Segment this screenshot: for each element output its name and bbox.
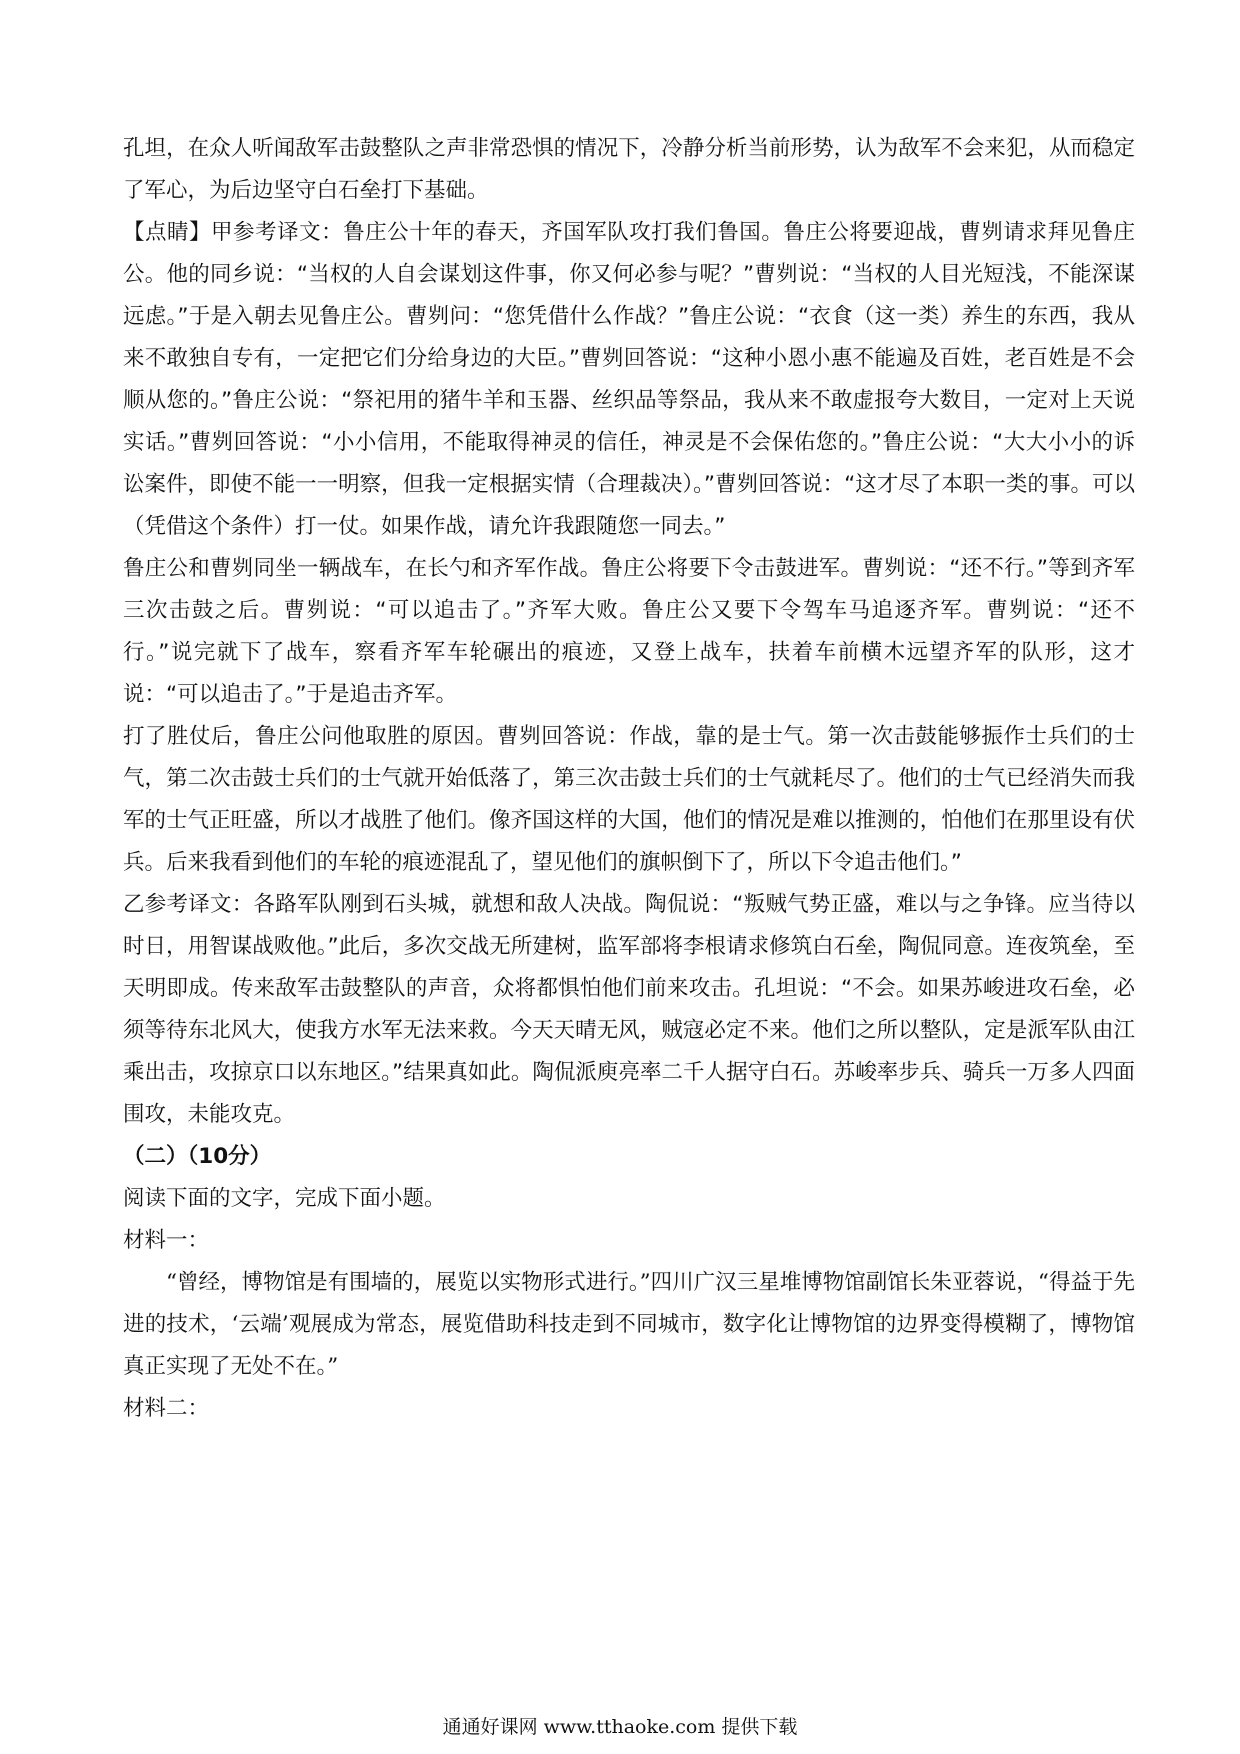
reading-instruction: 阅读下面的文字，完成下面小题。 — [123, 1186, 446, 1211]
paragraph-translation-yi: 乙参考译文：各路军队刚到石头城，就想和敌人决战。陶侃说：“叛贼气势正盛，难以与之争锋。应当待以时日，用智谋战败他。”此后，多次交战无所建树，监军部将李根请求修筑白石垒，陶侃同意。连夜筑垒，至天明即成。传来敌军击鼓整队的声音，众将都惧怕他们前来攻击。孔坦说：“不会。如果苏峻进攻石垒，必须等待东北风大，使我方水军无法来救。今天天晴无风，贼寇必定不来。他们之所以整队，定是派军队由江乘出击，攻掠京口以东地区。”结果真如此。陶侃派庾亮率二千人据守白石。苏峻率步兵、骑兵一万多人四面围攻，未能攻克。 — [123, 892, 1135, 1127]
paragraph-translation-jia-1: 【点睛】甲参考译文：鲁庄公十年的春天，齐国军队攻打我们鲁国。鲁庄公将要迎战，曹刿请求拜见鲁庄公。他的同乡说：“当权的人自会谋划这件事，你又何必参与呢？”曹刿说：“当权的人目光短浅，不能深谋远虑。”于是入朝去见鲁庄公。曹刿问：“您凭借什么作战？”鲁庄公说：“衣食（这一类）养生的东西，我从来不敢独自专有，一定把它们分给身边的大臣。”曹刿回答说：“这种小恩小惠不能遍及百姓，老百姓是不会顺从您的。”鲁庄公说：“祭祀用的猪牛羊和玉器、丝织品等祭品，我从来不敢虚报夸大数目，一定对上天说实话。”曹刿回答说：“小小信用，不能取得神灵的信任，神灵是不会保佑您的。”鲁庄公说：“大大小小的诉讼案件，即使不能一一明察，但我一定根据实情（合理裁决）。”曹刿回答说：“这才尽了本职一类的事。可以（凭借这个条件）打一仗。如果作战，请允许我跟随您一同去。” — [123, 220, 1135, 539]
document-body — [123, 128, 1135, 1430]
material-two-label: 材料二： — [123, 1396, 210, 1421]
material-one-label: 材料一： — [123, 1228, 210, 1253]
material-one-text: “曾经，博物馆是有围墙的，展览以实物形式进行。”四川广汉三星堆博物馆副馆长朱亚蓉说，“得益于先进的技术，‘云端’观展成为常态，展览借助科技走到不同城市，数字化让博物馆的边界变得模糊了，博物馆真正实现了无处不在。” — [123, 1270, 1135, 1379]
page-footer: 通通好课网 www.tthaoke.com 提供下载 — [442, 1716, 798, 1738]
paragraph-translation-jia-2: 鲁庄公和曹刿同坐一辆战车，在长勺和齐军作战。鲁庄公将要下令击鼓进军。曹刿说：“还不行。”等到齐军三次击鼓之后。曹刿说：“可以追击了。”齐军大败。鲁庄公又要下令驾车马追逐齐军。曹刿说：“还不行。”说完就下了战车，察看齐军车轮碾出的痕迹，又登上战车，扶着车前横木远望齐军的队形，这才说：“可以追击了。”于是追击齐军。 — [123, 556, 1135, 707]
section-heading: （二）（10分） — [123, 1144, 272, 1169]
paragraph-conclusion: 孔坦，在众人听闻敌军击鼓整队之声非常恐惧的情况下，冷静分析当前形势，认为敌军不会来犯，从而稳定了军心，为后边坚守白石垒打下基础。 — [123, 136, 1135, 203]
paragraph-translation-jia-3: 打了胜仗后，鲁庄公问他取胜的原因。曹刿回答说：作战，靠的是士气。第一次击鼓能够振作士兵们的士气，第二次击鼓士兵们的士气就开始低落了，第三次击鼓士兵们的士气就耗尽了。他们的士气已经消失而我军的士气正旺盛，所以才战胜了他们。像齐国这样的大国，他们的情况是难以推测的，怕他们在那里设有伏兵。后来我看到他们的车轮的痕迹混乱了，望见他们的旗帜倒下了，所以下令追击他们。” — [123, 724, 1135, 875]
